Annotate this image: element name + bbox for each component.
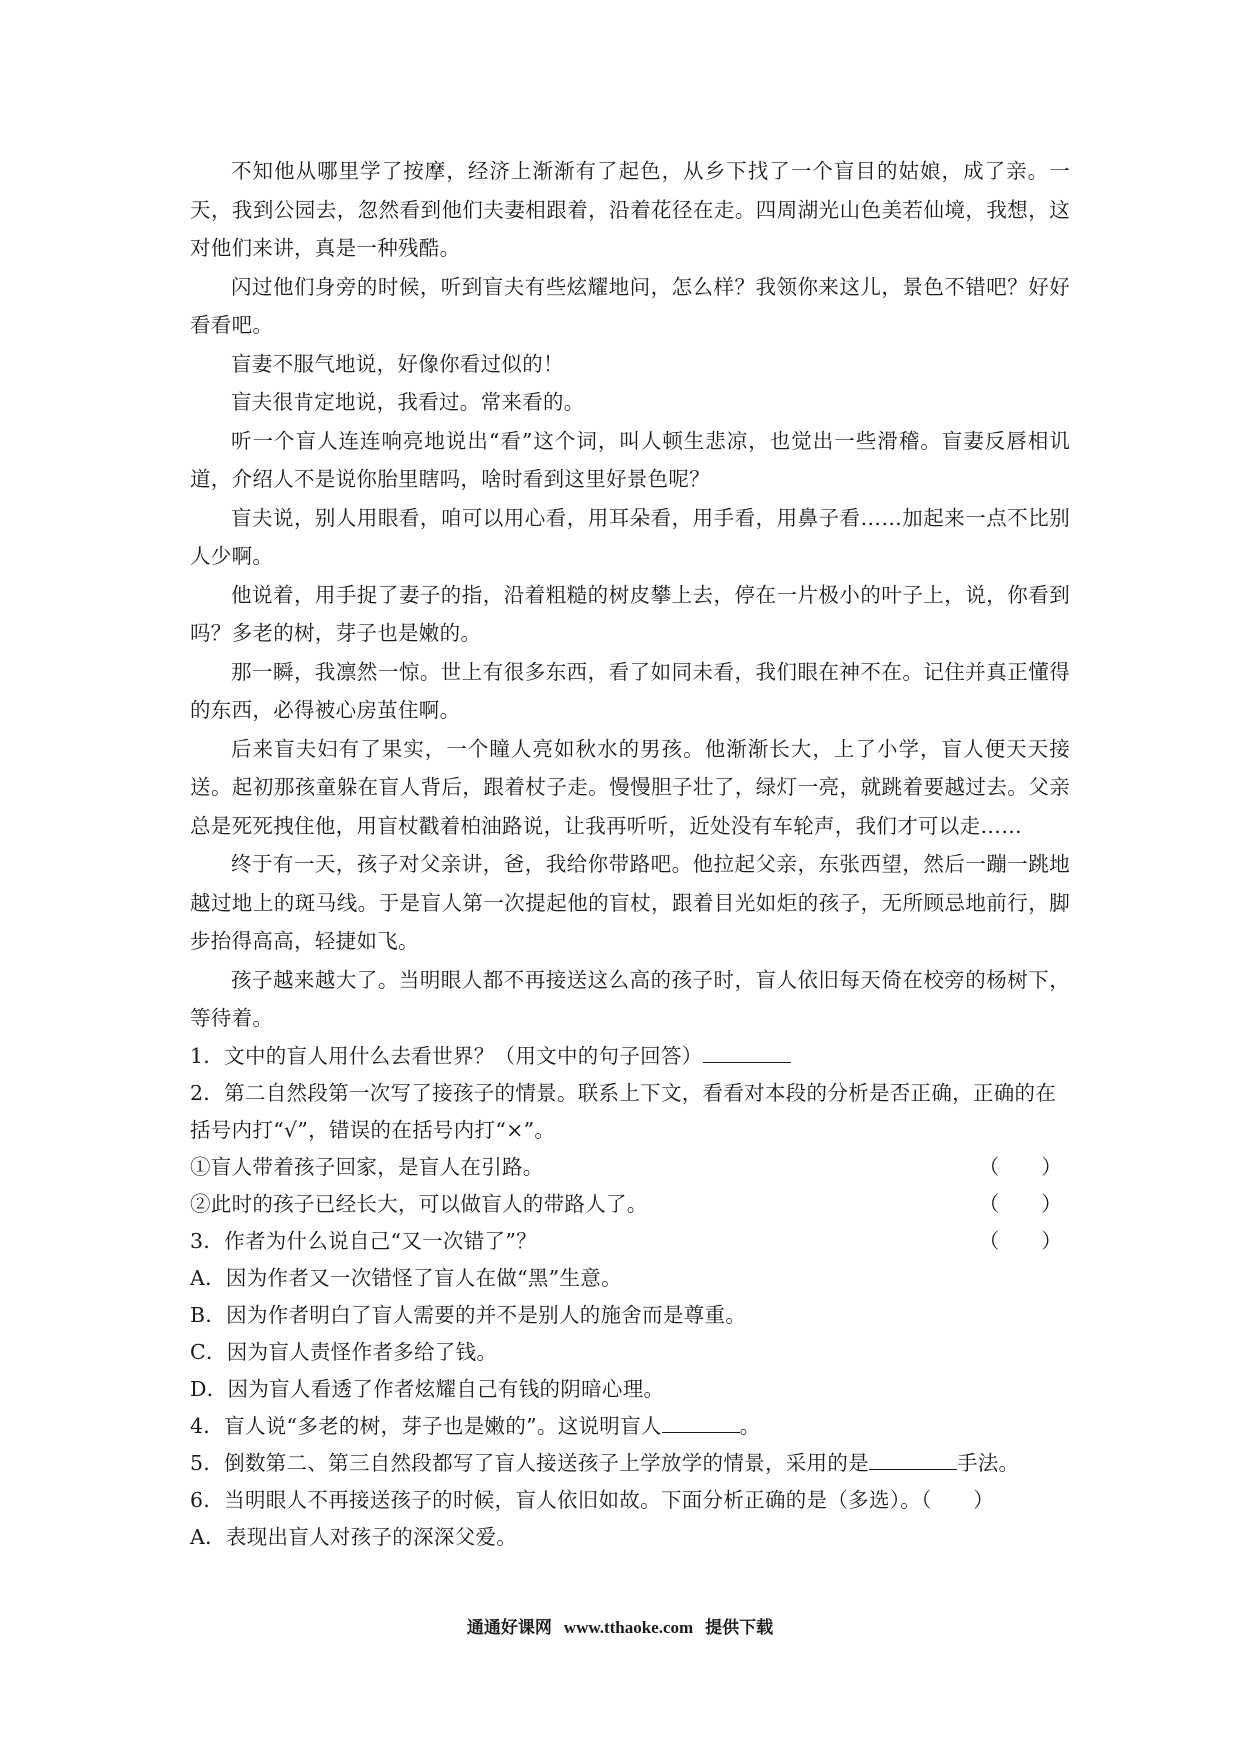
question-2-item-b-text: ②此时的孩子已经长大，可以做盲人的带路人了。 [190, 1191, 648, 1216]
question-6-option-a: A．表现出盲人对孩子的深深父爱。 [190, 1524, 518, 1549]
question-1-text: 1．文中的盲人用什么去看世界？（用文中的句子回答） [190, 1043, 703, 1068]
answer-parentheses-2a[interactable]: （ ） [978, 1154, 1062, 1179]
paragraph-8: 那一瞬，我凛然一惊。世上有很多东西，看了如同未看，我们眼在神不在。记住并真正懂得的东西，必得被心房茧住啊。 [190, 659, 1070, 722]
paragraph-4: 盲夫很肯定地说，我看过。常来看的。 [231, 390, 585, 414]
question-2-item-a [190, 1149, 1070, 1186]
paragraph-2: 闪过他们身旁的时候，听到盲夫有些炫耀地问，怎么样？我领你来这儿，景色不错吧？好好看看吧。 [190, 274, 1070, 337]
footer-url[interactable]: www.tthaoke.com [563, 1618, 694, 1637]
question-5-end: 手法。 [956, 1450, 1020, 1475]
footer-suffix: 提供下载 [705, 1618, 774, 1638]
question-2-item-a-text: ①盲人带着孩子回家，是盲人在引路。 [190, 1154, 544, 1179]
question-1 [190, 1038, 1070, 1075]
paragraph-6: 盲夫说，别人用眼看，咱可以用心看，用耳朵看，用手看，用鼻子看……加起来一点不比别人少啊。 [190, 505, 1070, 568]
paragraph-3: 盲妻不服气地说，好像你看过似的！ [231, 351, 564, 376]
answer-parentheses-3[interactable]: （ ） [978, 1228, 1062, 1253]
answer-blank-1[interactable] [703, 1040, 791, 1063]
question-3-text: 3．作者为什么说自己“又一次错了”？ [190, 1228, 537, 1253]
question-5 [190, 1445, 1070, 1482]
question-4-end: 。 [739, 1413, 761, 1438]
answer-blank-5[interactable] [869, 1447, 957, 1470]
answer-blank-4[interactable] [662, 1410, 740, 1433]
question-4-text: 4．盲人说“多老的树，芽子也是嫩的”。这说明盲人 [190, 1413, 662, 1438]
footer-site-name: 通通好课网 [466, 1618, 552, 1638]
question-3 [190, 1223, 1070, 1260]
question-3-option-c: C．因为盲人责怪作者多给了钱。 [190, 1339, 498, 1364]
answer-parentheses-2b[interactable]: （ ） [978, 1191, 1062, 1216]
paragraph-10: 终于有一天，孩子对父亲讲，爸，我给你带路吧。他拉起父亲，东张西望，然后一蹦一跳地越过地上的斑马线。于是盲人第一次提起他的盲杖，跟着目光如炬的孩子，无所顾忌地前行，脚步抬得高高，轻捷如飞。 [190, 852, 1070, 953]
question-2-item-b [190, 1186, 1070, 1223]
question-4 [190, 1408, 1070, 1445]
question-3-option-b: B．因为作者明白了盲人需要的并不是别人的施舍而是尊重。 [190, 1302, 747, 1327]
page-footer [0, 1613, 1240, 1638]
paragraph-1: 不知他从哪里学了按摩，经济上渐渐有了起色，从乡下找了一个盲目的姑娘，成了亲。一天，我到公园去，忽然看到他们夫妻相跟着，沿着花径在走。四周湖光山色美若仙境，我想，这对他们来讲，真是一种残酷。 [190, 159, 1070, 260]
paragraph-7: 他说着，用手捉了妻子的指，沿着粗糙的树皮攀上去，停在一片极小的叶子上，说，你看到吗？多老的树，芽子也是嫩的。 [190, 582, 1070, 645]
question-5-text: 5．倒数第二、第三自然段都写了盲人接送孩子上学放学的情景，采用的是 [190, 1450, 869, 1475]
paragraph-5: 听一个盲人连连响亮地说出“看”这个词，叫人顿生悲凉，也觉出一些滑稽。盲妻反唇相讥道，介绍人不是说你胎里瞎吗，啥时看到这里好景色呢？ [190, 428, 1070, 491]
document-body [190, 152, 1070, 1556]
paragraph-9: 后来盲夫妇有了果实，一个瞳人亮如秋水的男孩。他渐渐长大，上了小学，盲人便天天接送。起初那孩童躲在盲人背后，跟着杖子走。慢慢胆子壮了，绿灯一亮，就跳着要越过去。父亲总是死死拽住他，用盲杖戳着柏油路说，让我再听听，近处没有车轮声，我们才可以走…… [190, 736, 1070, 838]
question-6: 6．当明眼人不再接送孩子的时候，盲人依旧如故。下面分析正确的是（多选）。（ ） [190, 1487, 995, 1512]
paragraph-11: 孩子越来越大了。当明眼人都不再接送这么高的孩子时，盲人依旧每天倚在校旁的杨树下，等待着。 [190, 967, 1070, 1030]
question-3-option-a: A．因为作者又一次错怪了盲人在做“黑”生意。 [190, 1265, 622, 1290]
question-2: 2．第二自然段第一次写了接孩子的情景。联系上下文，看看对本段的分析是否正确，正确的在括号内打“√”，错误的在括号内打“×”。 [190, 1080, 1057, 1142]
question-3-option-d: D．因为盲人看透了作者炫耀自己有钱的阴暗心理。 [190, 1376, 665, 1401]
